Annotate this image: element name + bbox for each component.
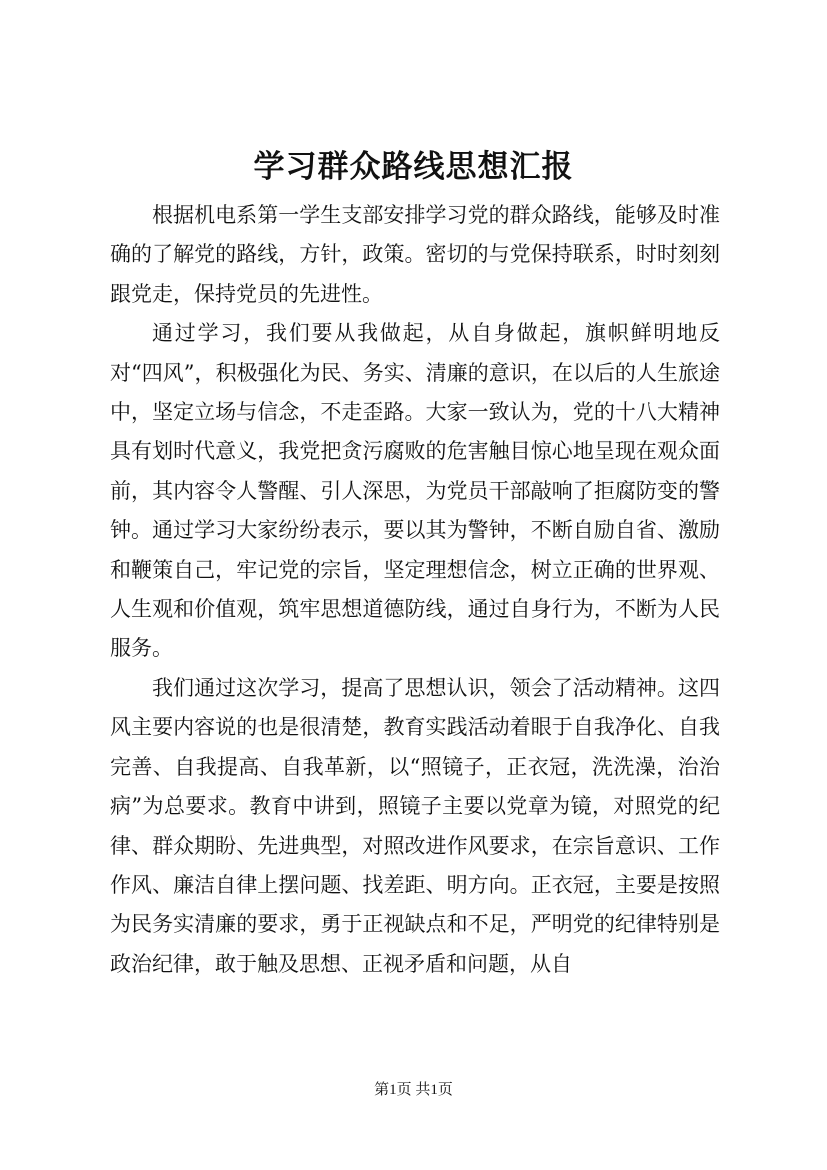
- document-body: [110, 196, 720, 984]
- page-footer: 第1页 共1页: [374, 1082, 453, 1098]
- document-title: 学习群众路线思想汇报: [253, 149, 574, 185]
- paragraph-1: 根据机电系第一学生支部安排学习党的群众路线，能够及时准确的了解党的路线，方针，政策。密切的与党保持联系，时时刻刻跟党走，保持党员的先进性。: [110, 203, 720, 306]
- paragraph-3: 我们通过这次学习，提高了思想认识，领会了活动精神。这四风主要内容说的也是很清楚，教育实践活动着眼于自我净化、自我完善、自我提高、自我革新，以“照镜子，正衣冠，洗洗澡，治治病”为总要求。教育中讲到，照镜子主要以党章为镜，对照党的纪律、群众期盼、先进典型，对照改进作风要求，在宗旨意识、工作作风、廉洁自律上摆问题、找差距、明方向。正衣冠，主要是按照为民务实清廉的要求，勇于正视缺点和不足，严明党的纪律特别是政治纪律，敢于触及思想、正视矛盾和问题，从自: [110, 675, 720, 976]
- paragraph-2: 通过学习，我们要从我做起，从自身做起，旗帜鲜明地反对“四风”，积极强化为民、务实、清廉的意识，在以后的人生旅途中，坚定立场与信念，不走歪路。大家一致认为，党的十八大精神具有划时代意义，我党把贪污腐败的危害触目惊心地呈现在观众面前，其内容令人警醒、引人深思，为党员干部敲响了拒腐防变的警钟。通过学习大家纷纷表示，要以其为警钟，不断自励自省、激励和鞭策自己，牢记党的宗旨，坚定理想信念，树立正确的世界观、人生观和价值观，筑牢思想道德防线，通过自身行为，不断为人民服务。: [110, 321, 720, 661]
